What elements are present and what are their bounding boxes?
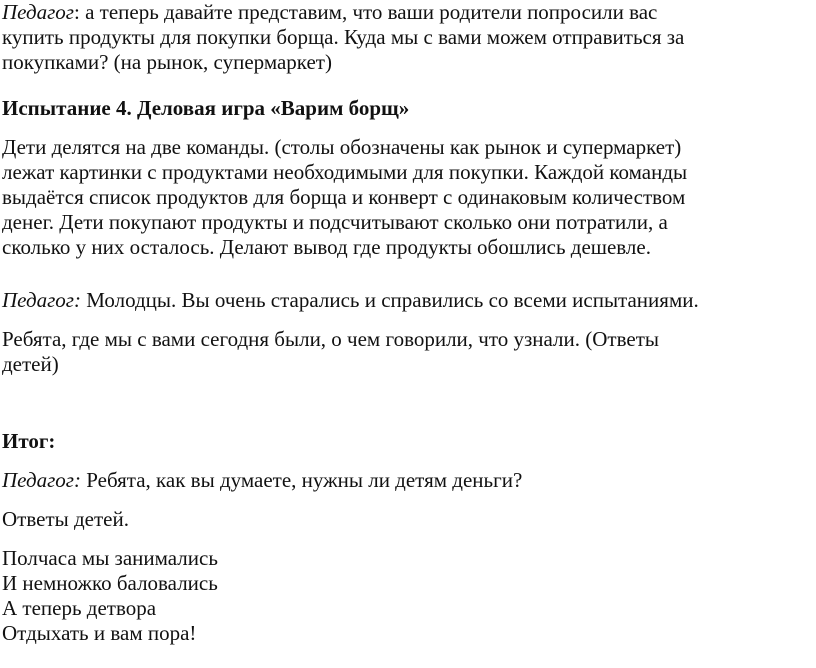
paragraph-teacher-intro	[2, 0, 814, 75]
summary-heading: Итог:	[2, 429, 56, 453]
text-line: сколько у них осталось. Делают вывод где продукты обошлись дешевле.	[2, 235, 651, 259]
text-line	[2, 468, 814, 493]
speaker-label: Педагог:	[2, 468, 81, 492]
text-line: выдаётся список продуктов для борща и конверт с одинаковым количеством	[2, 185, 686, 209]
poem-line: Полчаса мы занимались	[2, 546, 218, 570]
text-line	[2, 288, 814, 313]
speaker-label: Педагог	[2, 0, 74, 24]
poem-line: И немножко баловались	[2, 571, 218, 595]
paragraph-teacher-question	[2, 468, 814, 493]
text-line: покупками? (на рынок, супермаркет)	[2, 50, 332, 74]
paragraph-game-description	[2, 135, 814, 260]
text-fragment: Молодцы. Вы очень старались и справились со всеми испытаниями.	[80, 288, 699, 312]
paragraph-review-question	[2, 327, 814, 377]
speaker-label: Педагог:	[2, 288, 81, 312]
text-line	[2, 0, 814, 25]
text-line: Ребята, где мы с вами сегодня были, о чем говорили, что узнали. (Ответы	[2, 327, 659, 351]
text-line: детей)	[2, 352, 59, 376]
poem	[2, 546, 814, 646]
poem-line: А теперь детвора	[2, 596, 157, 620]
text-line: лежат картинки с продуктами необходимыми для покупки. Каждой команды	[2, 160, 688, 184]
poem-line: Отдыхать и вам пора!	[2, 621, 197, 645]
test-4-heading: Испытание 4. Деловая игра «Варим борщ»	[2, 96, 410, 120]
paragraph-teacher-praise	[2, 288, 814, 313]
text-line: купить продукты для покупки борща. Куда мы с вами можем отправиться за	[2, 25, 685, 49]
text-line: денег. Дети покупают продукты и подсчитывают сколько они потратили, а	[2, 210, 668, 234]
text-fragment: : а теперь давайте представим, что ваши родители попросили вас	[73, 0, 658, 24]
text-line: Дети делятся на две команды. (столы обозначены как рынок и супермаркет)	[2, 135, 682, 159]
paragraph-children-answers: Ответы детей.	[2, 507, 129, 531]
text-fragment: Ребята, как вы думаете, нужны ли детям деньги?	[80, 468, 523, 492]
